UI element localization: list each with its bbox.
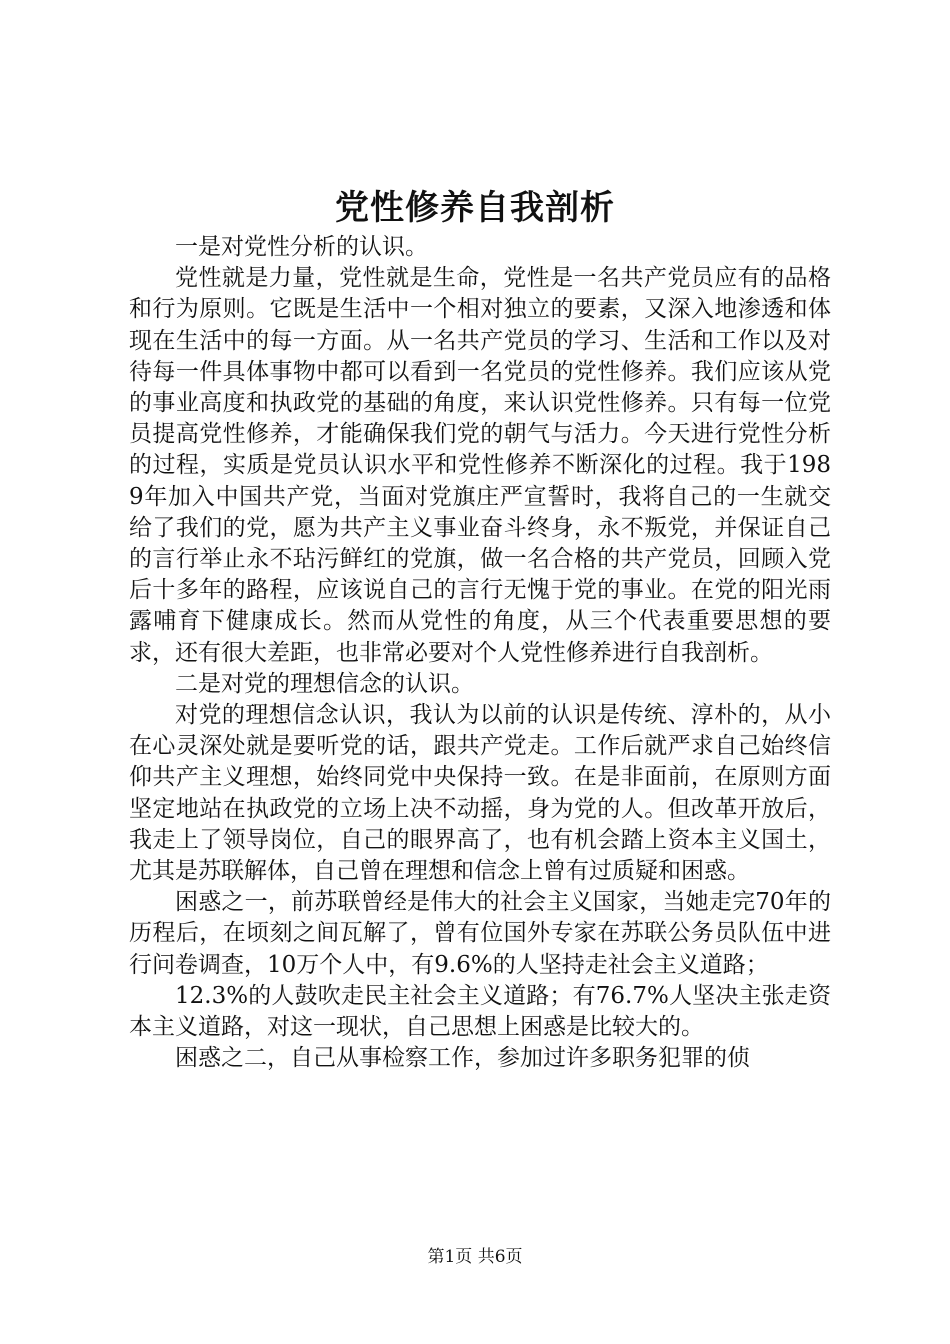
paragraph: 困惑之一，前苏联曾经是伟大的社会主义国家，当她走完70年的历程后，在顷刻之间瓦解了，曾有位国外专家在苏联公务员队伍中进行问卷调查，10万个人中，有9.6%的人坚持走社会主义道路； [129,889,831,978]
paragraph: 党性就是力量，党性就是生命，党性是一名共产党员应有的品格和行为原则。它既是生活中一个相对独立的要素，又深入地渗透和体现在生活中的每一方面。从一名共产党员的学习、生活和工作以及对待每一件具体事物中都可以看到一名党员的党性修养。我们应该从党的事业高度和执政党的基础的角度，来认识党性修养。只有每一位党员提高党性修养，才能确保我们党的朝气与活力。今天进行党性分析的过程，实质是党员认识水平和党性修养不断深化的过程。我于1989年加入中国共产党，当面对党旗庄严宣誓时，我将自己的一生就交给了我们的党，愿为共产主义事业奋斗终身，永不叛党，并保证自己的言行举止永不玷污鲜红的党旗，做一名合格的共产党员，回顾入党后十多年的路程，应该说自己的言行无愧于党的事业。在党的阳光雨露哺育下健康成长。然而从党性的角度，从三个代表重要思想的要求，还有很大差距，也非常必要对个人党性修养进行自我剖析。 [129,265,831,666]
paragraph: 困惑之二，自己从事检察工作，参加过许多职务犯罪的侦 [175,1045,750,1072]
paragraph: 一是对党性分析的认识。 [175,234,428,260]
document-title: 党性修养自我剖析 [335,188,615,228]
paragraph: 二是对党的理想信念的认识。 [175,670,474,697]
document-body [129,232,831,1074]
paragraph: 12.3%的人鼓吹走民主社会主义道路；有76.7%人坚决主张走资本主义道路，对这一现状，自己思想上困惑是比较大的。 [129,982,831,1041]
paragraph: 对党的理想信念认识，我认为以前的认识是传统、淳朴的，从小在心灵深处就是要听党的话，跟共产党走。工作后就严求自己始终信仰共产主义理想，始终同党中央保持一致。在是非面前，在原则方面坚定地站在执政党的立场上决不动摇，身为党的人。但改革开放后，我走上了领导岗位，自己的眼界高了，也有机会踏上资本主义国土，尤其是苏联解体，自己曾在理想和信念上曾有过质疑和困惑。 [129,702,831,885]
page-number-footer: 第1页 共6页 [427,1247,523,1267]
